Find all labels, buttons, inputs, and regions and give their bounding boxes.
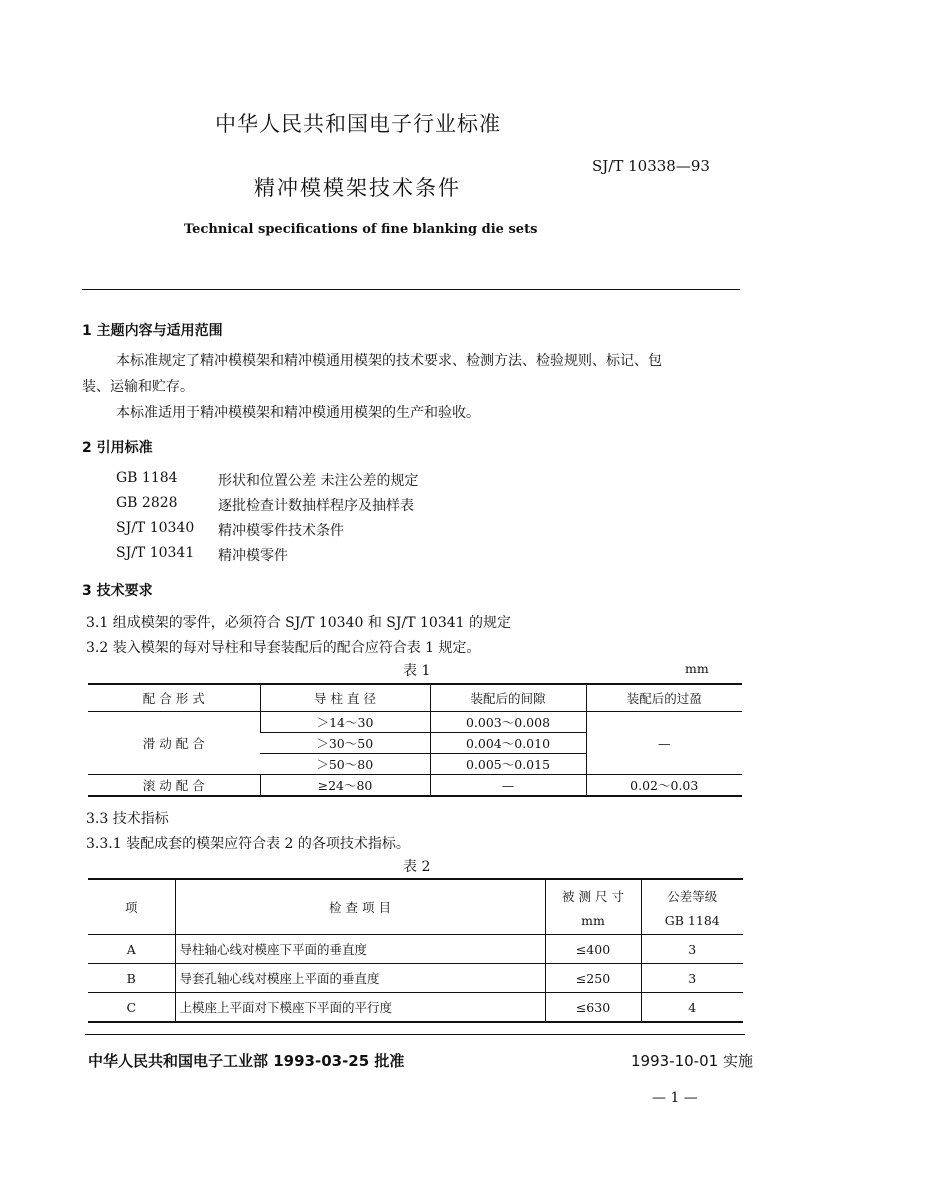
ref-name: 形状和位置公差 未注公差的规定	[218, 473, 419, 489]
footer-divider	[85, 1034, 745, 1035]
table-2-caption: 表 2	[403, 859, 431, 875]
table-2-header-grade	[641, 879, 743, 935]
table-2	[88, 878, 743, 1023]
table-cell: 3	[641, 935, 743, 964]
table-2-header-item: 项	[88, 879, 175, 935]
table-cell: ≤400	[545, 935, 641, 964]
sliding-fit-label: 滑 动 配 合	[88, 712, 260, 775]
table-cell: C	[88, 993, 175, 1023]
ref-code: SJ/T 10341	[116, 545, 195, 561]
table-cell: ＞30～50	[260, 733, 430, 754]
table-cell: 0.005～0.015	[430, 754, 586, 775]
table-1-header: 装配后的间隙	[430, 684, 586, 712]
standard-code: SJ/T 10338—93	[592, 157, 710, 175]
table-cell: ≤630	[545, 993, 641, 1023]
grade-header-line1: 公差等级	[667, 888, 718, 904]
english-title: Technical specifications of fine blanking die sets	[184, 222, 538, 237]
table-cell: —	[430, 775, 586, 797]
item-3-2: 3.2 装入模架的每对导柱和导套装配后的配合应符合表 1 规定。	[86, 640, 481, 656]
table-cell: ≥24～80	[260, 775, 430, 797]
table-cell: 0.02～0.03	[586, 775, 742, 797]
table-cell: 4	[641, 993, 743, 1023]
table-cell: ＞50～80	[260, 754, 430, 775]
table-cell: B	[88, 964, 175, 993]
grade-header-line2: GB 1184	[664, 912, 720, 928]
item-3-3-1: 3.3.1 装配成套的模架应符合表 2 的各项技术指标。	[86, 836, 410, 852]
section-1-para1-line1: 本标准规定了精冲模模架和精冲模通用模架的技术要求、检测方法、检验规则、标记、包	[116, 353, 662, 369]
table-2-header-size	[545, 879, 641, 935]
size-header-line1: 被 测 尺 寸	[562, 888, 624, 904]
org-title: 中华人民共和国电子行业标准	[215, 112, 501, 136]
table-cell: 上模座上平面对下模座下平面的平行度	[175, 993, 545, 1023]
table-1-caption: 表 1	[403, 663, 431, 679]
section-3-heading: 3 技术要求	[82, 583, 153, 599]
table-cell: ≤250	[545, 964, 641, 993]
table-row	[88, 964, 743, 993]
approval-line: 中华人民共和国电子工业部 1993-03-25 批准	[88, 1052, 405, 1070]
section-1-para1-line2: 装、运输和贮存。	[82, 379, 194, 395]
size-header-line2: mm	[581, 912, 605, 928]
header-divider	[82, 289, 740, 290]
ref-code: GB 1184	[116, 470, 178, 486]
table-cell: ＞14～30	[260, 712, 430, 733]
item-3-3: 3.3 技术指标	[86, 811, 169, 827]
table-cell: 导套孔轴心线对模座上平面的垂直度	[175, 964, 545, 993]
ref-name: 精冲模零件技术条件	[218, 523, 344, 539]
page-number: — 1 —	[652, 1090, 698, 1106]
table-cell: 0.003～0.008	[430, 712, 586, 733]
implementation-date: 1993-10-01 实施	[631, 1052, 753, 1070]
table-cell: A	[88, 935, 175, 964]
table-1-unit: mm	[685, 661, 709, 676]
section-1-heading: 1 主题内容与适用范围	[82, 323, 223, 339]
table-cell: 导柱轴心线对模座下平面的垂直度	[175, 935, 545, 964]
table-row	[88, 775, 742, 797]
table-1-header: 装配后的过盈	[586, 684, 742, 712]
document-title: 精冲模模架技术条件	[254, 176, 461, 200]
ref-name: 逐批检查计数抽样程序及抽样表	[218, 498, 414, 514]
table-1	[88, 683, 742, 797]
rolling-fit-label: 滚 动 配 合	[88, 775, 260, 797]
table-cell: 3	[641, 964, 743, 993]
table-cell: —	[586, 712, 742, 775]
table-2-header-check: 检 查 项 目	[175, 879, 545, 935]
ref-code: SJ/T 10340	[116, 520, 195, 536]
table-cell: 0.004～0.010	[430, 733, 586, 754]
item-3-1: 3.1 组成模架的零件，必须符合 SJ/T 10340 和 SJ/T 10341 的规定	[86, 615, 512, 631]
table-row	[88, 935, 743, 964]
table-row	[88, 712, 742, 733]
table-1-header: 导 柱 直 径	[260, 684, 430, 712]
ref-code: GB 2828	[116, 495, 178, 511]
ref-name: 精冲模零件	[218, 548, 288, 564]
section-2-heading: 2 引用标准	[82, 440, 153, 456]
table-row	[88, 993, 743, 1023]
table-1-header: 配 合 形 式	[88, 684, 260, 712]
section-1-para2: 本标准适用于精冲模模架和精冲模通用模架的生产和验收。	[116, 405, 480, 421]
